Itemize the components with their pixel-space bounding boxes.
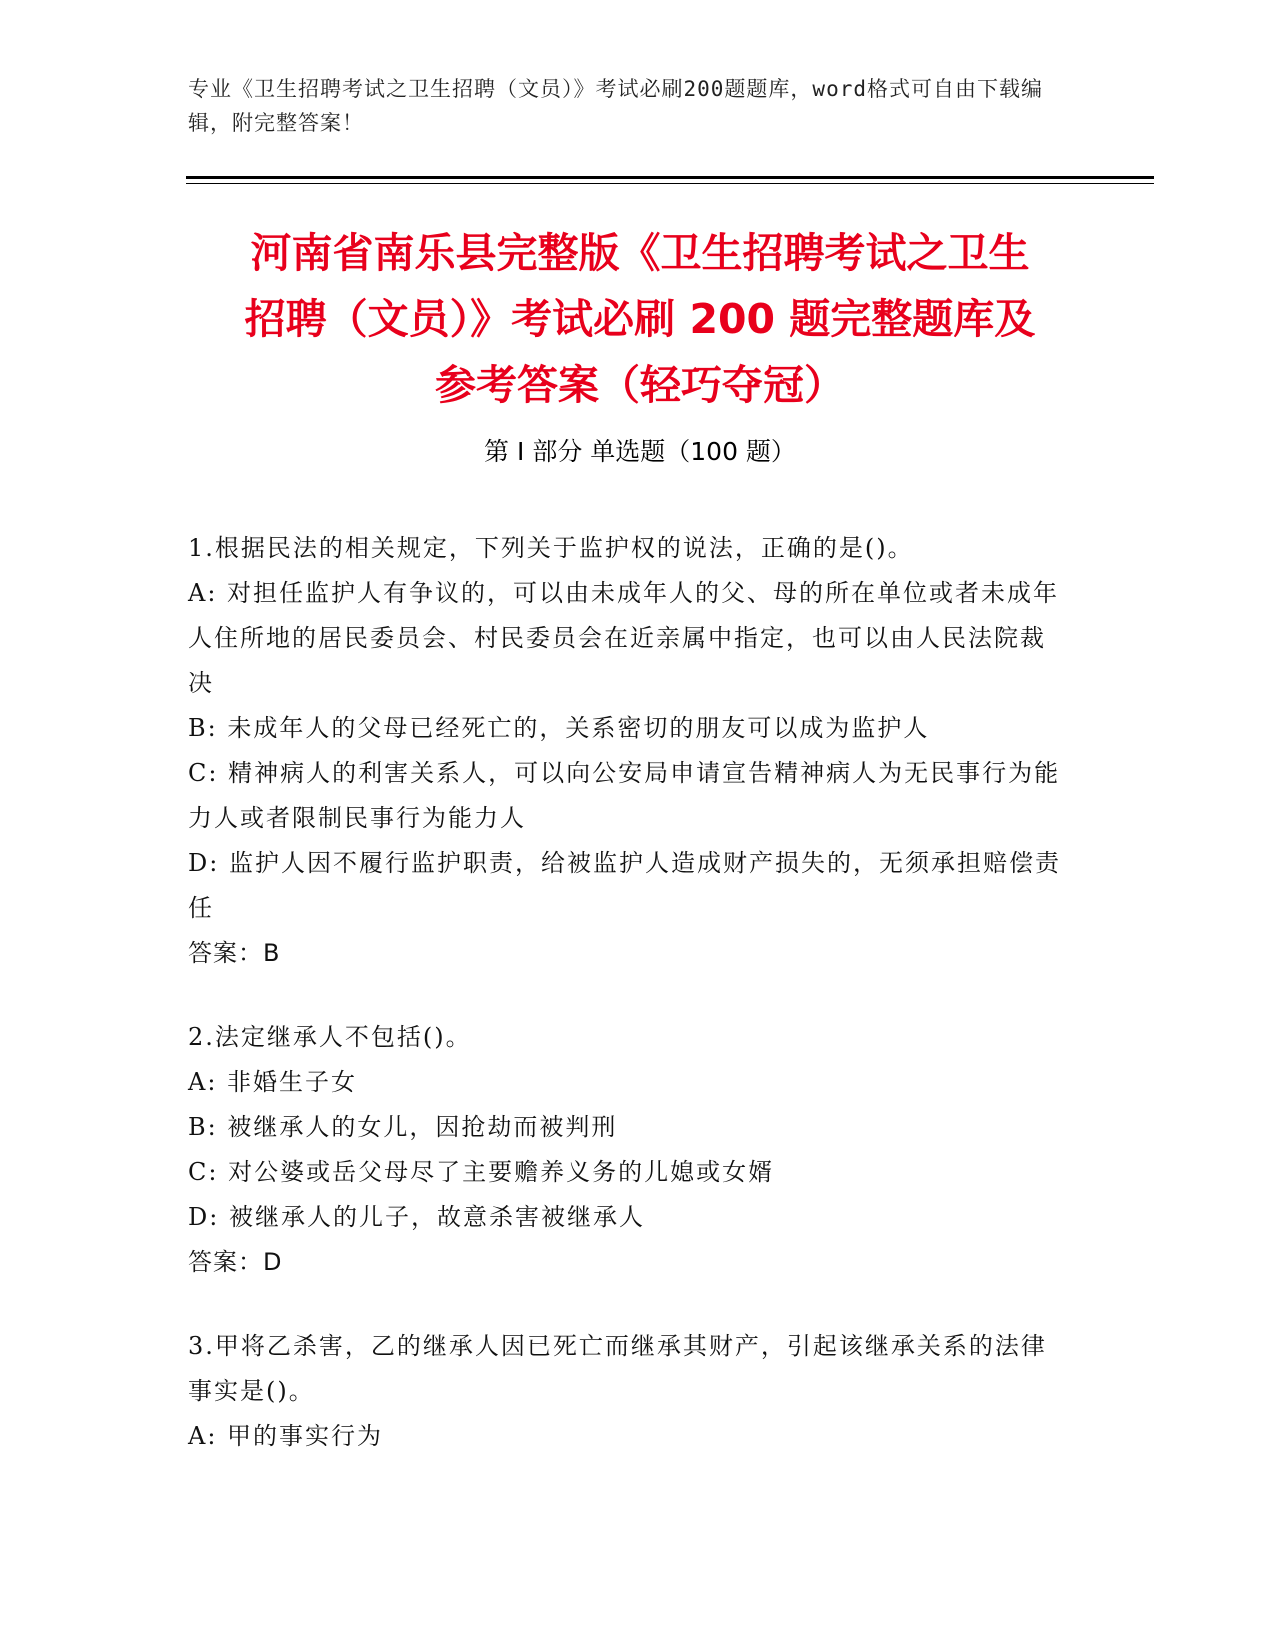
- header-divider-thick: [186, 176, 1154, 179]
- option-a: A: 甲的事实行为: [188, 1422, 384, 1450]
- question-3: [188, 1324, 1068, 1459]
- question-2: [188, 1015, 1068, 1285]
- section-heading: 第 I 部分 单选题（100 题）: [484, 437, 796, 466]
- header-divider-thin: [186, 183, 1154, 184]
- header-note: 专业《卫生招聘考试之卫生招聘（文员）》考试必刷200题题库，word格式可自由下载编辑，附完整答案！: [188, 77, 1043, 135]
- option-a: A: 非婚生子女: [188, 1068, 358, 1096]
- question-stem: 2.法定继承人不包括()。: [188, 1023, 472, 1051]
- option-b: B: 被继承人的女儿，因抢劫而被判刑: [188, 1113, 618, 1141]
- question-1: [188, 526, 1068, 976]
- question-stem: 1.根据民法的相关规定，下列关于监护权的说法，正确的是()。: [188, 534, 914, 562]
- option-c: C: 对公婆或岳父母尽了主要赡养义务的儿媳或女婿: [188, 1158, 775, 1186]
- title-line: 参考答案（轻巧夺冠）: [435, 361, 845, 409]
- answer-line: 答案：D: [188, 1248, 283, 1276]
- title-line: 招聘（文员）》考试必刷 200 题完整题库及: [244, 295, 1036, 343]
- option-d: D: 监护人因不履行监护职责，给被监护人造成财产损失的，无须承担赔偿责任: [188, 849, 1061, 922]
- question-list: [188, 526, 1068, 1498]
- option-c: C: 精神病人的利害关系人，可以向公安局申请宣告精神病人为无民事行为能力人或者限制民事行为能力人: [188, 759, 1061, 832]
- option-d: D: 被继承人的儿子，故意杀害被继承人: [188, 1203, 645, 1231]
- question-stem: 3.甲将乙杀害，乙的继承人因已死亡而继承其财产，引起该继承关系的法律事实是()。: [188, 1332, 1047, 1405]
- answer-line: 答案：B: [188, 939, 281, 967]
- document-title: [180, 220, 1100, 418]
- option-a: A: 对担任监护人有争议的，可以由未成年人的父、母的所在单位或者未成年人住所地的居民委员会、村民委员会在近亲属中指定，也可以由人民法院裁决: [188, 579, 1060, 697]
- title-line: 河南省南乐县完整版《卫生招聘考试之卫生: [250, 229, 1030, 277]
- option-b: B: 未成年人的父母已经死亡的，关系密切的朋友可以成为监护人: [188, 714, 930, 742]
